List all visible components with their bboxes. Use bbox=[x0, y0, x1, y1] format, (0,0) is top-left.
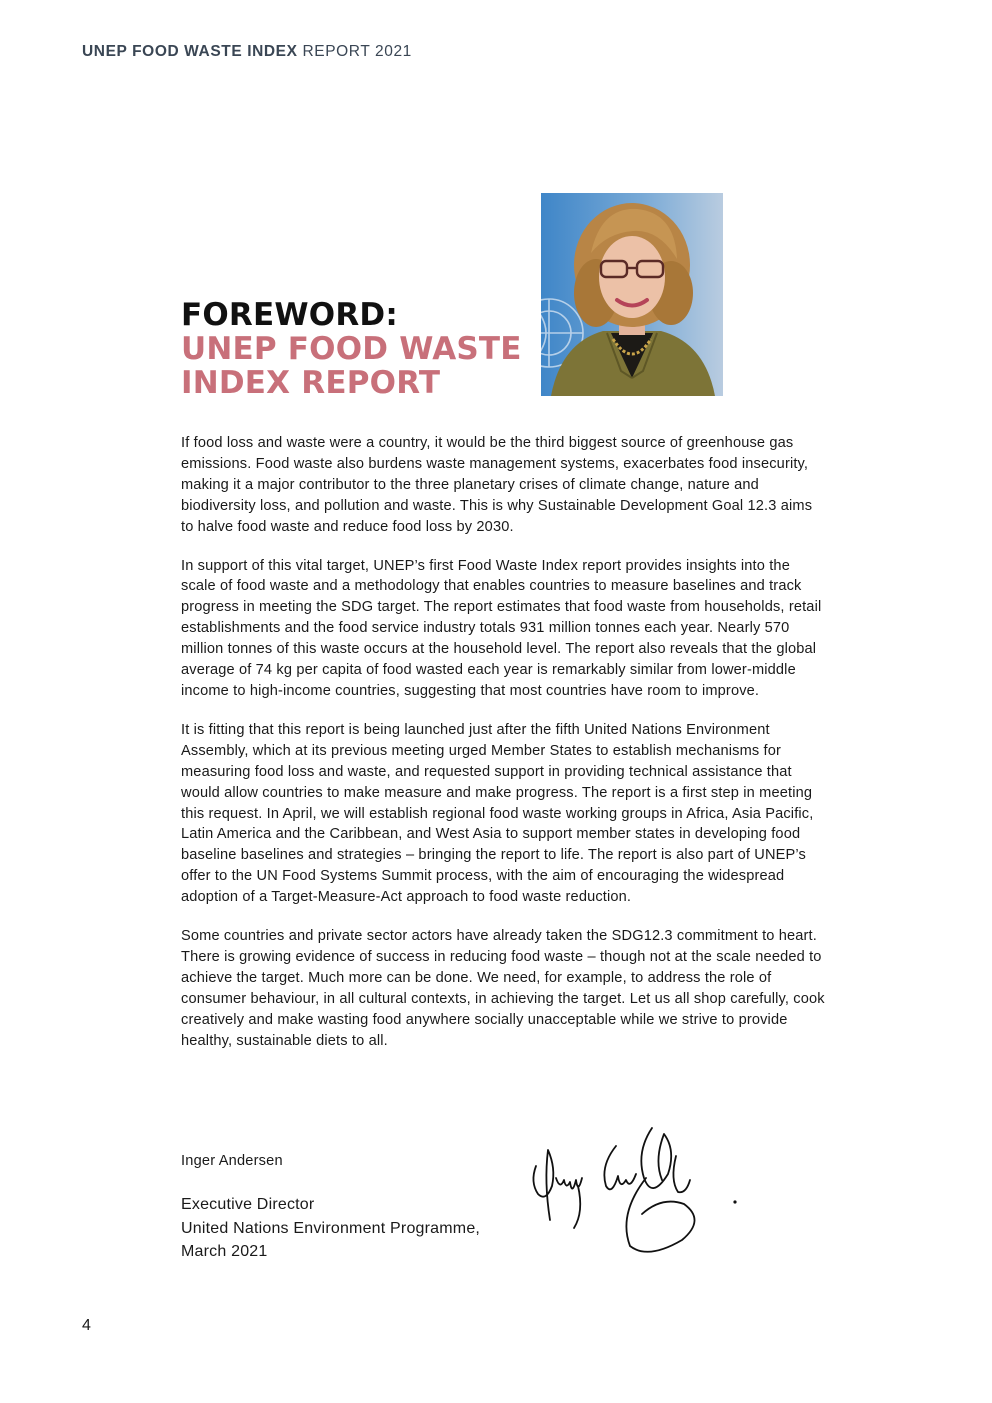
title-line-2: UNEP FOOD WASTE bbox=[181, 331, 522, 367]
date-line: March 2021 bbox=[181, 1243, 268, 1260]
foreword-title bbox=[181, 298, 522, 400]
signatory-name: Inger Andersen bbox=[181, 1153, 283, 1169]
organization-line: United Nations Environment Programme, bbox=[181, 1219, 481, 1237]
paragraph: It is fitting that this report is being launched just after the fifth United Nations Environment Assembly, which at its previous meeting urged Member States to establish mechanisms for measuring food loss and waste, and requested support in providing technical assistance that would allow countries to make measure and make progress. The report is a first step in meeting this request. In April, we will establish regional food waste working groups in Africa, Asia Pacific, Latin America and the Caribbean, and West Asia to support member states in developing food baseline baselines and strategies – bringing the report to life. The report is also part of UNEP’s offer to the UN Food Systems Summit process, with the aim of encouraging the widespread adoption of a Target-Measure-Act approach to food waste reduction. bbox=[181, 721, 814, 906]
report-name: UNEP FOOD WASTE INDEX bbox=[82, 43, 298, 60]
signatory-role bbox=[181, 1193, 480, 1264]
report-year: REPORT 2021 bbox=[302, 43, 412, 60]
role-line: Executive Director bbox=[181, 1196, 315, 1213]
title-line-3: INDEX REPORT bbox=[181, 365, 441, 401]
paragraph: If food loss and waste were a country, it would be the third biggest source of greenhouse gas emissions. Food waste also burdens waste management systems, exacerbates food insecurity, making it a major contributor to the three planetary crises of climate change, nature and biodiversity loss, and pollution and waste. This is why Sustainable Development Goal 12.3 aims to halve food waste and reduce food loss by 2030. bbox=[181, 435, 813, 535]
foreword-body bbox=[181, 433, 825, 1069]
running-header bbox=[82, 43, 412, 61]
handwritten-signature bbox=[526, 1120, 740, 1260]
paragraph: In support of this vital target, UNEP’s first Food Waste Index report provides insights into the scale of food waste and a methodology that enables countries to measure baselines and track progress in meeting the SDG target. The report estimates that food waste from households, retail establishments and the food service industry totals 931 million tonnes each year. Nearly 570 million tonnes of this waste occurs at the household level. The report also reveals that the global average of 74 kg per capita of food wasted each year is remarkably similar from lower-middle income to high-income countries, suggesting that most countries have room to improve. bbox=[181, 557, 822, 699]
author-portrait bbox=[541, 193, 723, 396]
title-line-1: FOREWORD: bbox=[181, 297, 398, 333]
paragraph: Some countries and private sector actors have already taken the SDG12.3 commitment to heart. There is growing evidence of success in reducing food waste – though not at the scale needed to achieve the target. Much more can be done. We need, for example, to address the role of consumer behaviour, in all cultural contexts, in achieving the target. Let us all shop carefully, cook creatively and make wasting food anywhere socially unacceptable while we strive to provide healthy, sustainable diets to all. bbox=[181, 928, 825, 1049]
page-number: 4 bbox=[82, 1317, 91, 1334]
